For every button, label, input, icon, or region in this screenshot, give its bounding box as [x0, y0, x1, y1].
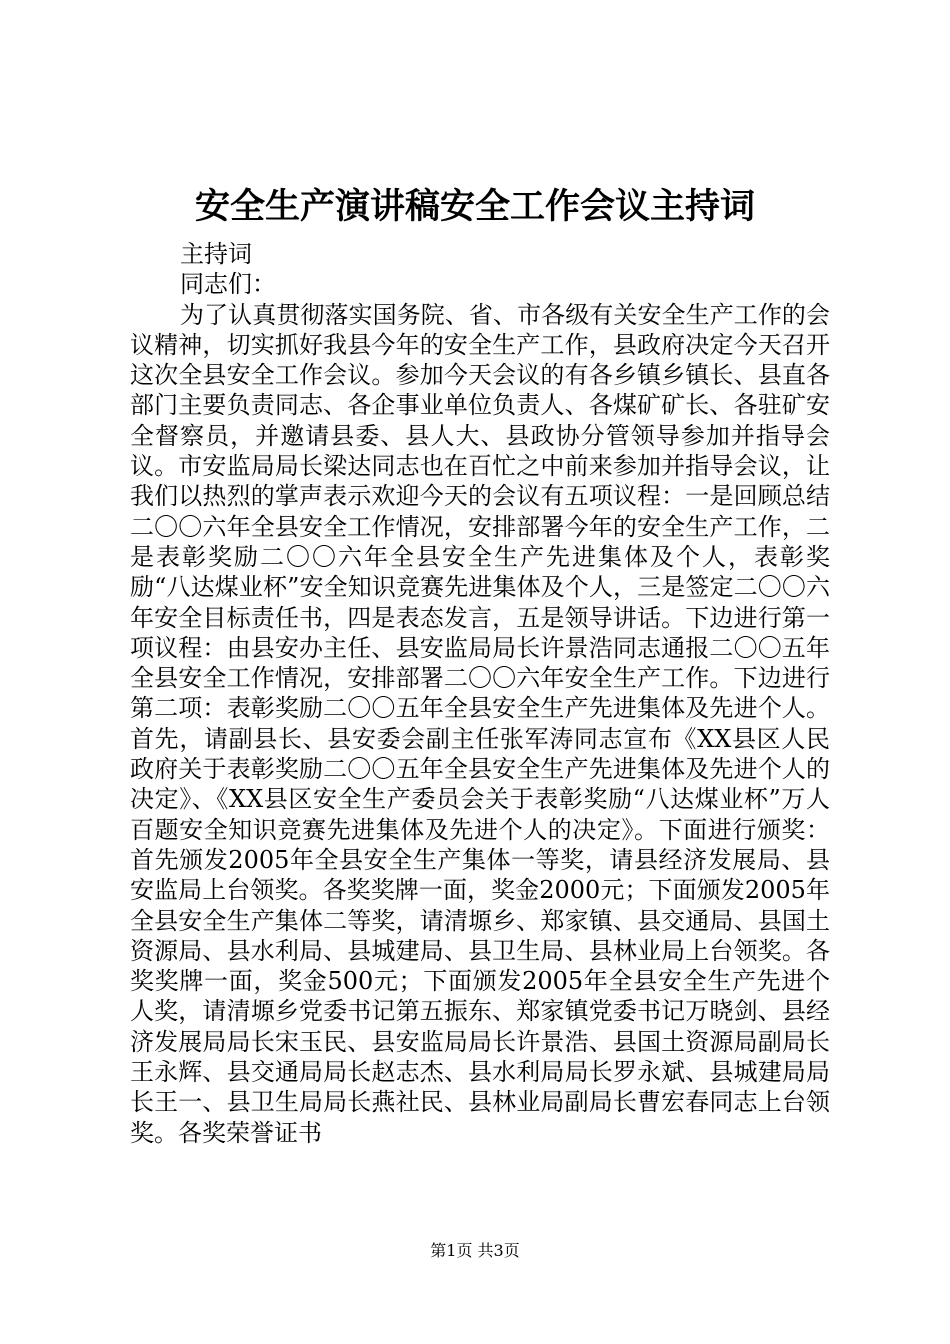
document-subtitle: 主持词: [180, 240, 252, 268]
body-paragraph: 为了认真贯彻落实国务院、省、市各级有关安全生产工作的会议精神，切实抓好我县今年的安全生产工作，县政府决定今天召开这次全县安全工作会议。参加今天会议的有各乡镇乡镇长、县直各部门主要负责同志、各企事业单位负责人、各煤矿矿长、各驻矿安全督察员，并邀请县委、县人大、县政协分管领导参加并指导会议。市安监局局长梁达同志也在百忙之中前来参加并指导会议，让我们以热烈的掌声表示欢迎今天的会议有五项议程：一是回顾总结二〇〇六年全县安全工作情况，安排部署今年的安全生产工作，二是表彰奖励二〇〇六年全县安全生产先进集体及个人，表彰奖励“八达煤业杯”安全知识竞赛先进集体及个人，三是签定二〇〇六年安全目标责任书，四是表态发言，五是领导讲话。下边进行第一项议程：由县安办主任、县安监局局长许景浩同志通报二〇〇五年全县安全工作情况，安排部署二〇〇六年安全生产工作。下边进行第二项：表彰奖励二〇〇五年全县安全生产先进集体及先进个人。首先，请副县长、县安委会副主任张军涛同志宣布《XX县区人民政府关于表彰奖励二〇〇五年全县安全生产先进集体及先进个人的决定》、《XX县区安全生产委员会关于表彰奖励“八达煤业杯”万人百题安全知识竞赛先进集体及先进个人的决定》。下面进行颁奖：首先颁发2005年全县安全生产集体一等奖，请县经济发展局、县安监局上台领奖。各奖奖牌一面，奖金2000元；下面颁发2005年全县安全生产集体二等奖，请清塬乡、郑家镇、县交通局、县国土资源局、县水利局、县城建局、县卫生局、县林业局上台领奖。各奖奖牌一面，奖金500元；下面颁发2005年全县安全生产先进个人奖，请清塬乡党委书记第五振东、郑家镇党委书记万晓剑、县经济发展局局长宋玉民、县安监局局长许景浩、县国土资源局副局长王永辉、县交通局局长赵志杰、县水利局局长罗永斌、县城建局局长王一、县卫生局局长燕社民、县林业局副局长曹宏春同志上台领奖。各奖荣誉证书: [130, 300, 830, 1147]
document-body: [130, 239, 830, 1148]
page-number-footer: 第1页 共3页: [430, 1241, 520, 1260]
document-title: 安全生产演讲稿安全工作会议主持词: [194, 186, 755, 227]
salutation: 同志们：: [180, 270, 276, 299]
